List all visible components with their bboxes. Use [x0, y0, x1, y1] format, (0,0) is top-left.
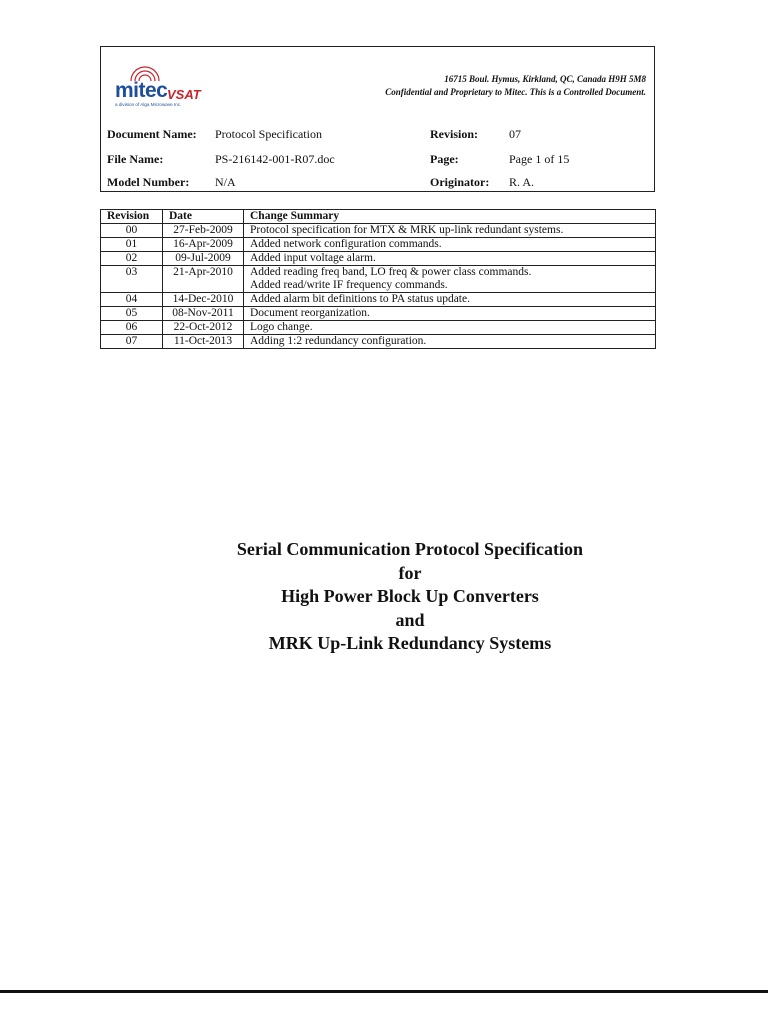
table-row	[101, 252, 656, 266]
revision-cell: 00	[101, 224, 163, 238]
title-line: MRK Up-Link Redundancy Systems	[268, 633, 552, 653]
date-cell: 16-Apr-2009	[163, 238, 244, 252]
document-header	[100, 46, 655, 192]
table-row	[101, 335, 656, 349]
logo-suffix: VSAT	[167, 87, 201, 102]
summary-line: Added reading freq band, LO freq & power class commands.	[250, 266, 532, 278]
address-line: 16715 Boul. Hymus, Kirkland, QC, Canada H9H 5M8	[444, 74, 646, 84]
column-header-date: Date	[163, 210, 244, 224]
title-line: for	[398, 562, 422, 583]
file-name-label: File Name:	[107, 152, 164, 166]
date-cell: 21-Apr-2010	[163, 266, 244, 293]
date-cell: 27-Feb-2009	[163, 224, 244, 238]
logo-word: mitec	[115, 79, 168, 102]
revision-label: Revision:	[430, 127, 478, 141]
table-row	[101, 238, 656, 252]
summary-line: Added input voltage alarm.	[250, 252, 376, 264]
logo-subtitle: a division of Alga Microwave Inc.	[115, 102, 182, 107]
summary-line: Document reorganization.	[250, 307, 370, 319]
document-title	[0, 538, 768, 656]
summary-line: Adding 1:2 redundancy configuration.	[250, 335, 427, 347]
company-logo	[115, 61, 235, 105]
company-address	[385, 73, 646, 99]
summary-line: Logo change.	[250, 321, 313, 333]
title-line: and	[395, 609, 425, 630]
summary-cell	[244, 224, 656, 238]
file-name-value: PS-216142-001-R07.doc	[215, 152, 335, 166]
date-cell: 09-Jul-2009	[163, 252, 244, 266]
document-name-value: Protocol Specification	[215, 127, 322, 141]
summary-line: Added alarm bit definitions to PA status update.	[250, 293, 470, 305]
summary-cell	[244, 335, 656, 349]
column-header-change-summary: Change Summary	[244, 210, 656, 224]
summary-cell	[244, 252, 656, 266]
table-row	[101, 321, 656, 335]
date-cell: 22-Oct-2012	[163, 321, 244, 335]
table-row	[101, 307, 656, 321]
table-row	[101, 266, 656, 293]
title-line: Serial Communication Protocol Specification	[236, 539, 584, 559]
table-row	[101, 293, 656, 307]
summary-cell	[244, 307, 656, 321]
date-cell: 11-Oct-2013	[163, 335, 244, 349]
model-number-value: N/A	[215, 175, 236, 189]
revision-cell: 05	[101, 307, 163, 321]
revision-history-table	[100, 209, 656, 349]
title-line: High Power Block Up Converters	[281, 586, 539, 606]
summary-cell	[244, 321, 656, 335]
date-cell: 14-Dec-2010	[163, 293, 244, 307]
summary-cell	[244, 238, 656, 252]
table-row	[101, 224, 656, 238]
revision-cell: 02	[101, 252, 163, 266]
originator-label: Originator:	[430, 175, 490, 189]
revision-cell: 03	[101, 266, 163, 293]
summary-line: Protocol specification for MTX & MRK up-link redundant systems.	[250, 224, 564, 236]
column-header-revision: Revision	[101, 210, 163, 224]
revision-cell: 07	[101, 335, 163, 349]
model-number-label: Model Number:	[107, 175, 190, 189]
revision-cell: 04	[101, 293, 163, 307]
confidential-line: Confidential and Proprietary to Mitec. This is a Controlled Document.	[385, 87, 646, 97]
summary-line: Added read/write IF frequency commands.	[250, 279, 448, 291]
document-name-label: Document Name:	[107, 127, 197, 141]
table-header-row	[101, 210, 656, 224]
summary-cell	[244, 293, 656, 307]
revision-cell: 01	[101, 238, 163, 252]
page-value: Page 1 of 15	[509, 152, 570, 166]
summary-cell	[244, 266, 656, 293]
revision-value: 07	[509, 127, 521, 141]
originator-value: R. A.	[509, 175, 535, 189]
date-cell: 08-Nov-2011	[163, 307, 244, 321]
summary-line: Added network configuration commands.	[250, 238, 442, 250]
footer-divider	[0, 990, 768, 993]
page-label: Page:	[430, 152, 459, 166]
revision-cell: 06	[101, 321, 163, 335]
